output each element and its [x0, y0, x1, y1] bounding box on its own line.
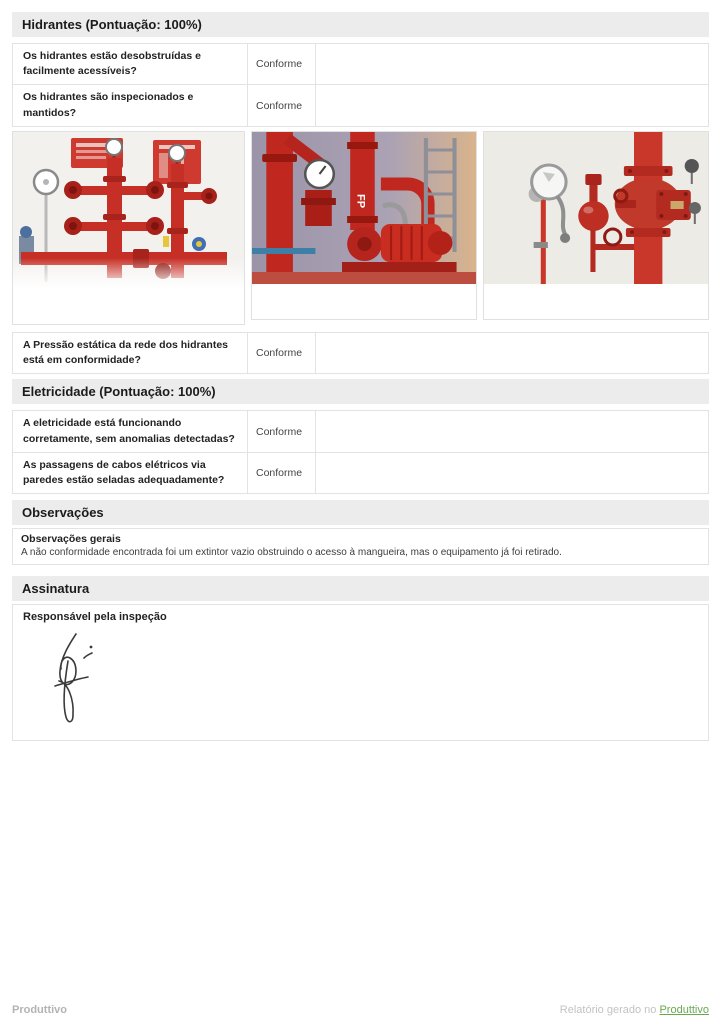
section-header-hidrantes: Hidrantes (Pontuação: 100%): [12, 12, 709, 37]
answer-value: Conforme: [248, 411, 316, 451]
photo-caption-area: [13, 289, 244, 324]
table-row: [12, 43, 709, 85]
answer-value: Conforme: [248, 85, 316, 125]
empty-cell: [316, 333, 708, 373]
signature-box: [12, 604, 709, 741]
section-header-eletricidade: Eletricidade (Pontuação: 100%): [12, 379, 709, 404]
observations-box: [12, 528, 709, 565]
photo-card-fire-pump[interactable]: [251, 131, 477, 320]
question-text: A eletricidade está funcionando corretamente, sem anomalias detectadas?: [13, 411, 248, 451]
handwritten-signature: [35, 631, 105, 727]
alarm-check-valve-photo: [484, 132, 708, 284]
table-row: [12, 410, 709, 452]
question-text: Os hidrantes estão desobstruídas e facilmente acessíveis?: [13, 44, 248, 84]
answer-value: Conforme: [248, 44, 316, 84]
question-text: As passagens de cabos elétricos via paredes estão seladas adequadamente?: [13, 453, 248, 493]
answer-value: Conforme: [248, 333, 316, 373]
observations-text: A não conformidade encontrada foi um extintor vazio obstruindo o acesso à mangueira, mas o equipamento já foi retirado.: [21, 547, 562, 559]
footer-generated-prefix: Relatório gerado no: [559, 1004, 660, 1016]
answer-value: Conforme: [248, 453, 316, 493]
fire-hydrant-manifold-photo: [13, 132, 244, 289]
footer-produttivo-link[interactable]: Produttivo: [659, 1004, 709, 1016]
hidrantes-pressure-table: [12, 332, 709, 374]
question-text: A Pressão estática da rede dos hidrantes está em conformidade?: [13, 333, 248, 373]
section-header-observacoes: Observações: [12, 500, 709, 525]
table-row: [12, 332, 709, 374]
report-content: [12, 12, 709, 741]
section-header-assinatura: Assinatura: [12, 576, 709, 601]
empty-cell: [316, 453, 708, 493]
photo-gallery: [12, 131, 709, 325]
photo-caption-area: [484, 284, 708, 319]
eletricidade-question-table: [12, 410, 709, 494]
footer-brand-text: Produttivo: [12, 1004, 67, 1016]
fire-pump-room-photo: [252, 132, 476, 284]
hidrantes-question-table: [12, 43, 709, 127]
question-text: Os hidrantes são inspecionados e mantidos?: [13, 85, 248, 125]
table-row: [12, 453, 709, 494]
empty-cell: [316, 85, 708, 125]
photo-caption-area: [252, 284, 476, 319]
svg-text:FP: FP: [354, 193, 367, 208]
empty-cell: [316, 411, 708, 451]
signature-label: Responsável pela inspeção: [23, 611, 167, 624]
observations-label: Observações gerais: [21, 533, 121, 546]
empty-cell: [316, 44, 708, 84]
photo-card-alarm-valve[interactable]: [483, 131, 709, 320]
photo-card-hydrant-manifold[interactable]: [12, 131, 245, 325]
footer-generated-text: [560, 1004, 709, 1016]
page-footer: [12, 1004, 709, 1016]
table-row: [12, 85, 709, 126]
